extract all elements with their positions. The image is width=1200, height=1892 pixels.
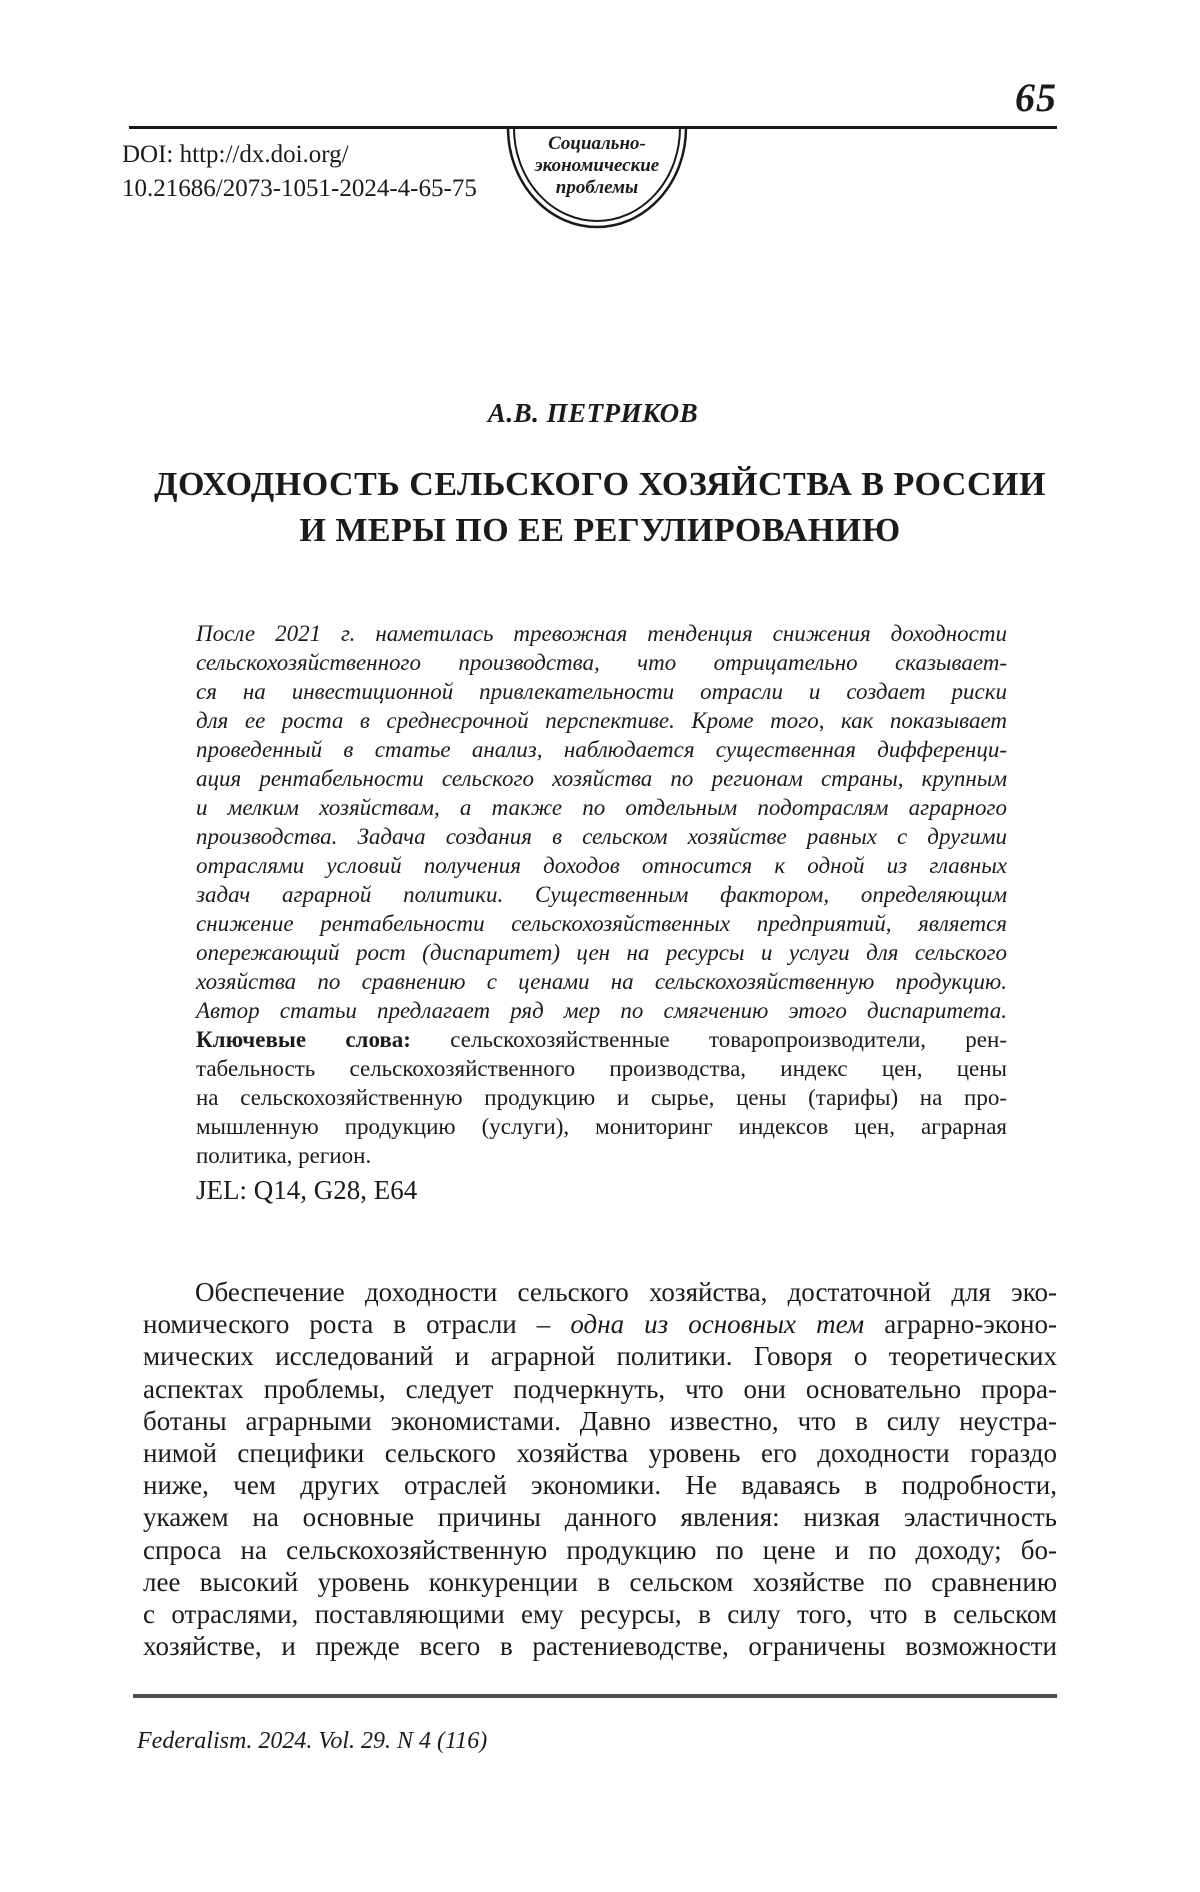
body-line-7: спроса на сельскохозяйственную продукцию по цене и по доходу; бо- xyxy=(143,1534,1057,1565)
abstract-line-14: Автор статьи предлагает ряд мер по смягчению этого диспаритета. xyxy=(196,998,1007,1023)
abstract-line-9: отраслями условий получения доходов относится к одной из главных xyxy=(196,853,1007,878)
body-line-9: с отраслями, поставляющими ему ресурсы, в силу того, что в сельском xyxy=(143,1599,1057,1630)
article-title-line-2: И МЕРЫ ПО ЕЕ РЕГУЛИРОВАНИЮ xyxy=(299,512,901,549)
keywords-block xyxy=(196,1025,1007,1170)
keywords-line-4: политика, регион. xyxy=(196,1143,372,1168)
section-badge xyxy=(505,133,689,199)
keywords-line-3: мышленную продукцию (услуги), мониторинг индексов цен, аграрная xyxy=(196,1114,1007,1139)
footer-journal-line: Federalism. 2024. Vol. 29. N 4 (116) xyxy=(137,1728,488,1754)
bottom-rule xyxy=(133,1694,1057,1698)
abstract-line-2: сельскохозяйственного производства, что отрицательно сказывает- xyxy=(196,650,1007,675)
body-line-2 xyxy=(143,1308,1057,1340)
body-line-2: аспектах проблемы, следует подчеркнуть, что они основательно прора- xyxy=(143,1373,1057,1404)
body-line-5: ниже, чем других отраслей экономики. Не вдаваясь в подробности, xyxy=(143,1470,1057,1501)
jel-line: JEL: Q14, G28, E64 xyxy=(196,1175,418,1205)
badge-line-2: экономические xyxy=(534,155,660,176)
article-title xyxy=(100,462,1100,554)
keywords-line-2: на сельскохозяйственную продукцию и сырье, цены (тарифы) на про- xyxy=(196,1085,1007,1110)
abstract-line-13: хозяйства по сравнению с ценами на сельскохозяйственную продукцию. xyxy=(196,969,1007,994)
body-line-4: нимой специфики сельского хозяйства уровень его доходности гораздо xyxy=(143,1438,1057,1469)
body-line-1: мических исследований и аграрной политики. Говоря о теоретических xyxy=(143,1341,1057,1372)
abstract-line-5: проведенный в статье анализ, наблюдается существенная дифференци- xyxy=(196,737,1007,762)
abstract-line-11: снижение рентабельности сельскохозяйственных предприятий, является xyxy=(196,911,1007,936)
abstract-block xyxy=(196,619,1007,1025)
abstract-line-3: ся на инвестиционной привлекательности отрасли и создает риски xyxy=(196,679,1007,704)
doi-line-1: DOI: http://dx.doi.org/ xyxy=(122,141,349,168)
page-number: 65 xyxy=(1015,75,1057,120)
abstract-line-1: После 2021 г. наметилась тревожная тенденция снижения доходности xyxy=(196,621,1007,646)
author-name: А.В. ПЕТРИКОВ xyxy=(487,398,699,428)
article-title-line-1: ДОХОДНОСТЬ СЕЛЬСКОГО ХОЗЯЙСТВА В РОССИИ xyxy=(154,466,1046,503)
body-line-6: укажем на основные причины данного явления: низкая эластичность xyxy=(143,1502,1057,1533)
keywords-first-line-rest: сельскохозяйственные товаропроизводители, рен- xyxy=(410,1027,1007,1052)
abstract-line-10: задач аграрной политики. Существенным фактором, определяющим xyxy=(196,882,1007,907)
body-line-2-pre: номического роста в отрасли – xyxy=(143,1309,571,1340)
body-lines xyxy=(143,1340,1057,1662)
annotation-block xyxy=(196,619,1007,1205)
badge-line-1: Социально- xyxy=(548,133,646,154)
keywords-line-1: табельность сельскохозяйственного производства, индекс цен, цены xyxy=(196,1056,1007,1081)
abstract-line-12: опережающий рост (диспаритет) цен на ресурсы и услуги для сельского xyxy=(196,940,1007,965)
body-line-3: ботаны аграрными экономистами. Давно известно, что в силу неустра- xyxy=(143,1405,1057,1436)
body-line-8: лее высокий уровень конкуренции в сельском хозяйстве по сравнению xyxy=(143,1566,1057,1597)
abstract-line-4: для ее роста в среднесрочной перспективе. Кроме того, как показывает xyxy=(196,708,1007,733)
abstract-line-7: и мелким хозяйствам, а также по отдельным подотраслям аграрного xyxy=(196,795,1007,820)
body-line-2-post: аграрно-эконо- xyxy=(864,1309,1057,1340)
body-line-10: хозяйстве, и прежде всего в растениеводстве, ограничены возможности xyxy=(143,1631,1057,1662)
keywords-lines xyxy=(196,1054,1007,1170)
doi-block xyxy=(122,138,477,206)
doi-line-2: 10.21686/2073-1051-2024-4-65-75 xyxy=(122,175,477,202)
keywords-first-line xyxy=(196,1025,1007,1054)
abstract-line-6: ация рентабельности сельского хозяйства по регионам страны, крупным xyxy=(196,766,1007,791)
keywords-label: Ключевые слова: xyxy=(196,1027,411,1052)
body-paragraph xyxy=(143,1276,1057,1662)
body-line-2-italic: одна из основных тем xyxy=(570,1309,865,1340)
badge-line-3: проблемы xyxy=(555,177,639,198)
abstract-line-8: производства. Задача создания в сельском хозяйстве равных с другими xyxy=(196,824,1007,849)
body-line-1: Обеспечение доходности сельского хозяйства, достаточной для эко- xyxy=(195,1277,1057,1307)
